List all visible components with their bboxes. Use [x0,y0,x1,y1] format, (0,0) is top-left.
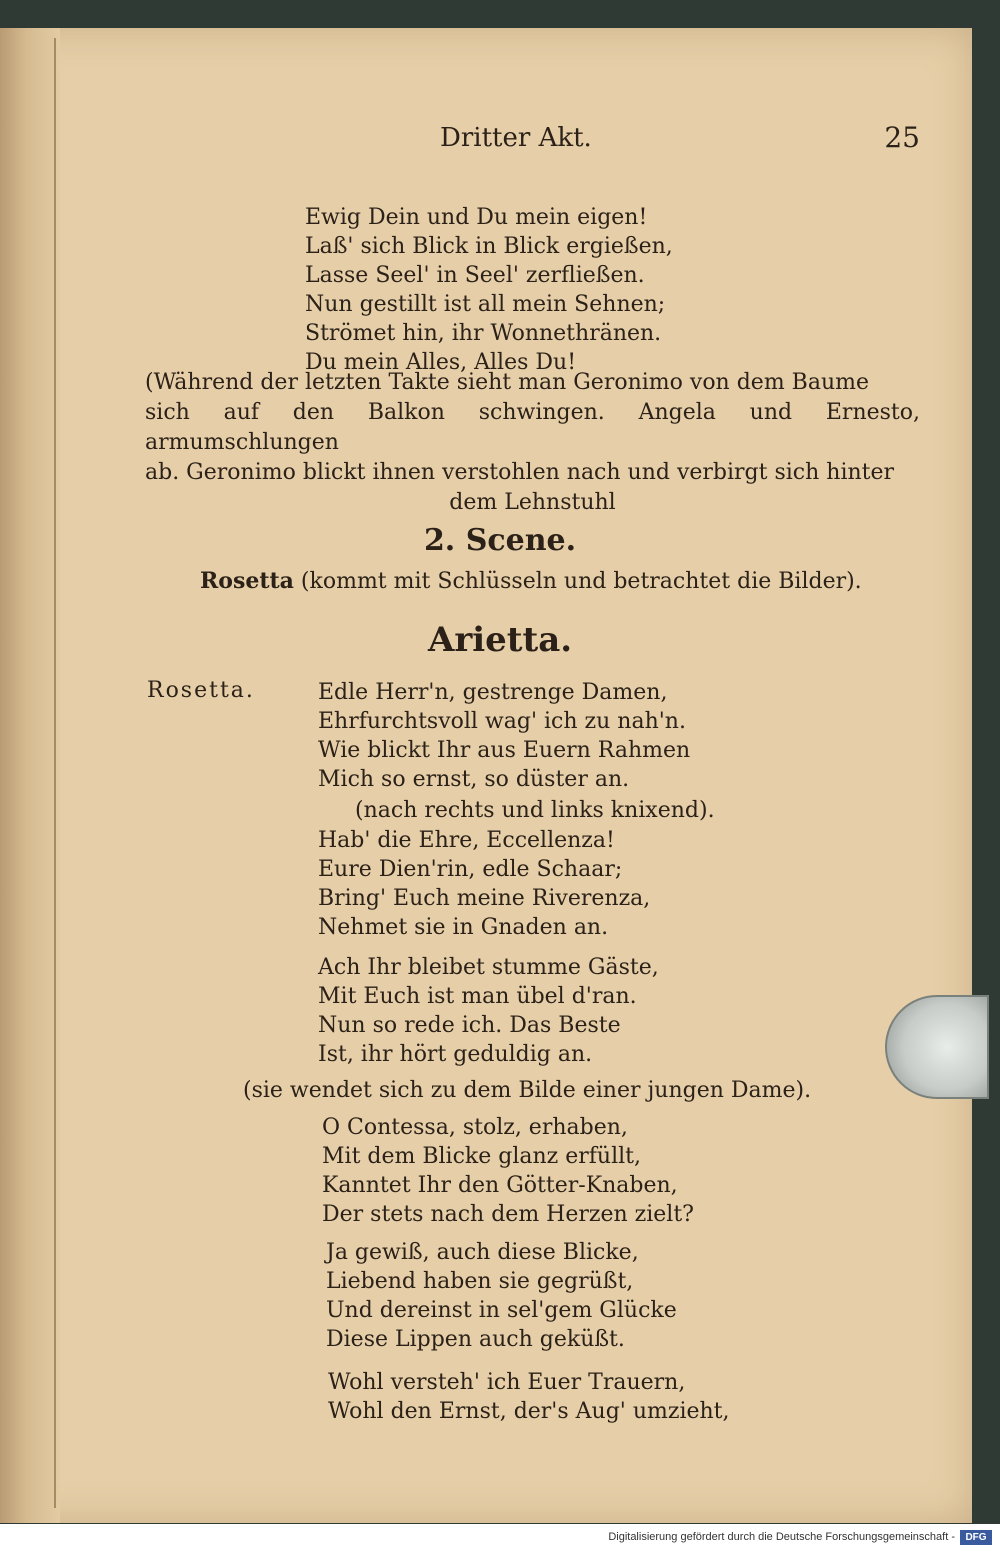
page-number: 25 [884,121,920,154]
stage-direction-line: ab. Geronimo blickt ihnen verstohlen nach und verbirgt sich hinter [145,460,895,485]
verse-line: O Contessa, stolz, erhaben, [322,1115,628,1140]
verse-line: Kanntet Ihr den Götter-Knaben, [322,1173,678,1198]
verse-line: Mit Euch ist man übel d'ran. [318,984,637,1009]
stanza [328,1368,730,1426]
verse-line: Der stets nach dem Herzen zielt? [322,1202,694,1227]
verse-line: Edle Herr'n, gestrenge Damen, [318,680,668,705]
scene-title: 2. Scene. [423,523,577,558]
verse-block-top [305,203,905,377]
verse-line: Strömet hin, ihr Wonnethränen. [305,321,662,346]
running-head: Dritter Akt. [440,123,592,153]
stanza [318,678,690,794]
stage-direction-inline: (nach rechts und links knixend). [355,798,715,823]
verse-line: Hab' die Ehre, Eccellenza! [318,828,615,853]
verse-line: Laß' sich Blick in Blick ergießen, [305,234,673,259]
footer-bar [0,1524,1000,1552]
verse-line: Du mein Alles, Alles Du! [305,350,577,375]
page-header [60,123,920,157]
verse-line: Und dereinst in sel'gem Glücke [326,1298,677,1323]
dfg-logo: DFG [960,1530,992,1545]
stage-direction-line: (Während der letzten Takte sieht man Geronimo von dem Baume [145,370,870,395]
arietta-title: Arietta. [427,620,573,660]
speaker-name: Rosetta. [147,678,255,703]
verse-line: Diese Lippen auch geküßt. [326,1327,625,1352]
scene-direction [200,568,880,594]
verse-line: Ja gewiß, auch diese Blicke, [326,1240,639,1265]
verse-line: Lasse Seel' in Seel' zerfließen. [305,263,645,288]
verse-line: Ehrfurchtsvoll wag' ich zu nah'n. [318,709,686,734]
stage-direction-inline: (sie wendet sich zu dem Bilde einer jungen Dame). [243,1078,812,1103]
stanza [326,1238,677,1354]
book-page [0,28,972,1523]
verse-line: Mich so ernst, so düster an. [318,767,630,792]
funding-credit: Digitalisierung gefördert durch die Deutsche Forschungsgemeinschaft - [608,1531,955,1543]
stage-direction-line: sich auf den Balkon schwingen. Angela und Ernesto, armumschlungen [145,400,920,455]
stage-direction [145,368,920,518]
verse-line: Wohl versteh' ich Euer Trauern, [328,1370,686,1395]
verse-line: Ewig Dein und Du mein eigen! [305,205,648,230]
verse-line: Eure Dien'rin, edle Schaar; [318,857,623,882]
verse-line: Wohl den Ernst, der's Aug' umzieht, [328,1399,730,1424]
verse-line: Mit dem Blicke glanz erfüllt, [322,1144,641,1169]
verse-line: Ach Ihr bleibet stumme Gäste, [318,955,659,980]
paper-clip-icon [885,995,989,1099]
stanza [318,826,650,942]
verse-line: Wie blickt Ihr aus Euern Rahmen [318,738,691,763]
scene-speaker: Rosetta [200,568,294,594]
verse-line: Ist, ihr hört geduldig an. [318,1042,593,1067]
stanza [318,953,659,1069]
verse-line: Bring' Euch meine Riverenza, [318,886,651,911]
verse-line: Nun gestillt ist all mein Sehnen; [305,292,666,317]
scene-direction-text: (kommt mit Schlüsseln und betrachtet die Bilder). [300,569,862,594]
verse-line: Nehmet sie in Gnaden an. [318,915,609,940]
binding-edge [54,38,56,1508]
verse-line: Nun so rede ich. Das Beste [318,1013,621,1038]
stanza [322,1113,694,1229]
verse-line: Liebend haben sie gegrüßt, [326,1269,634,1294]
page-gutter [0,28,60,1523]
stage-direction-line: dem Lehnstuhl [449,490,616,515]
